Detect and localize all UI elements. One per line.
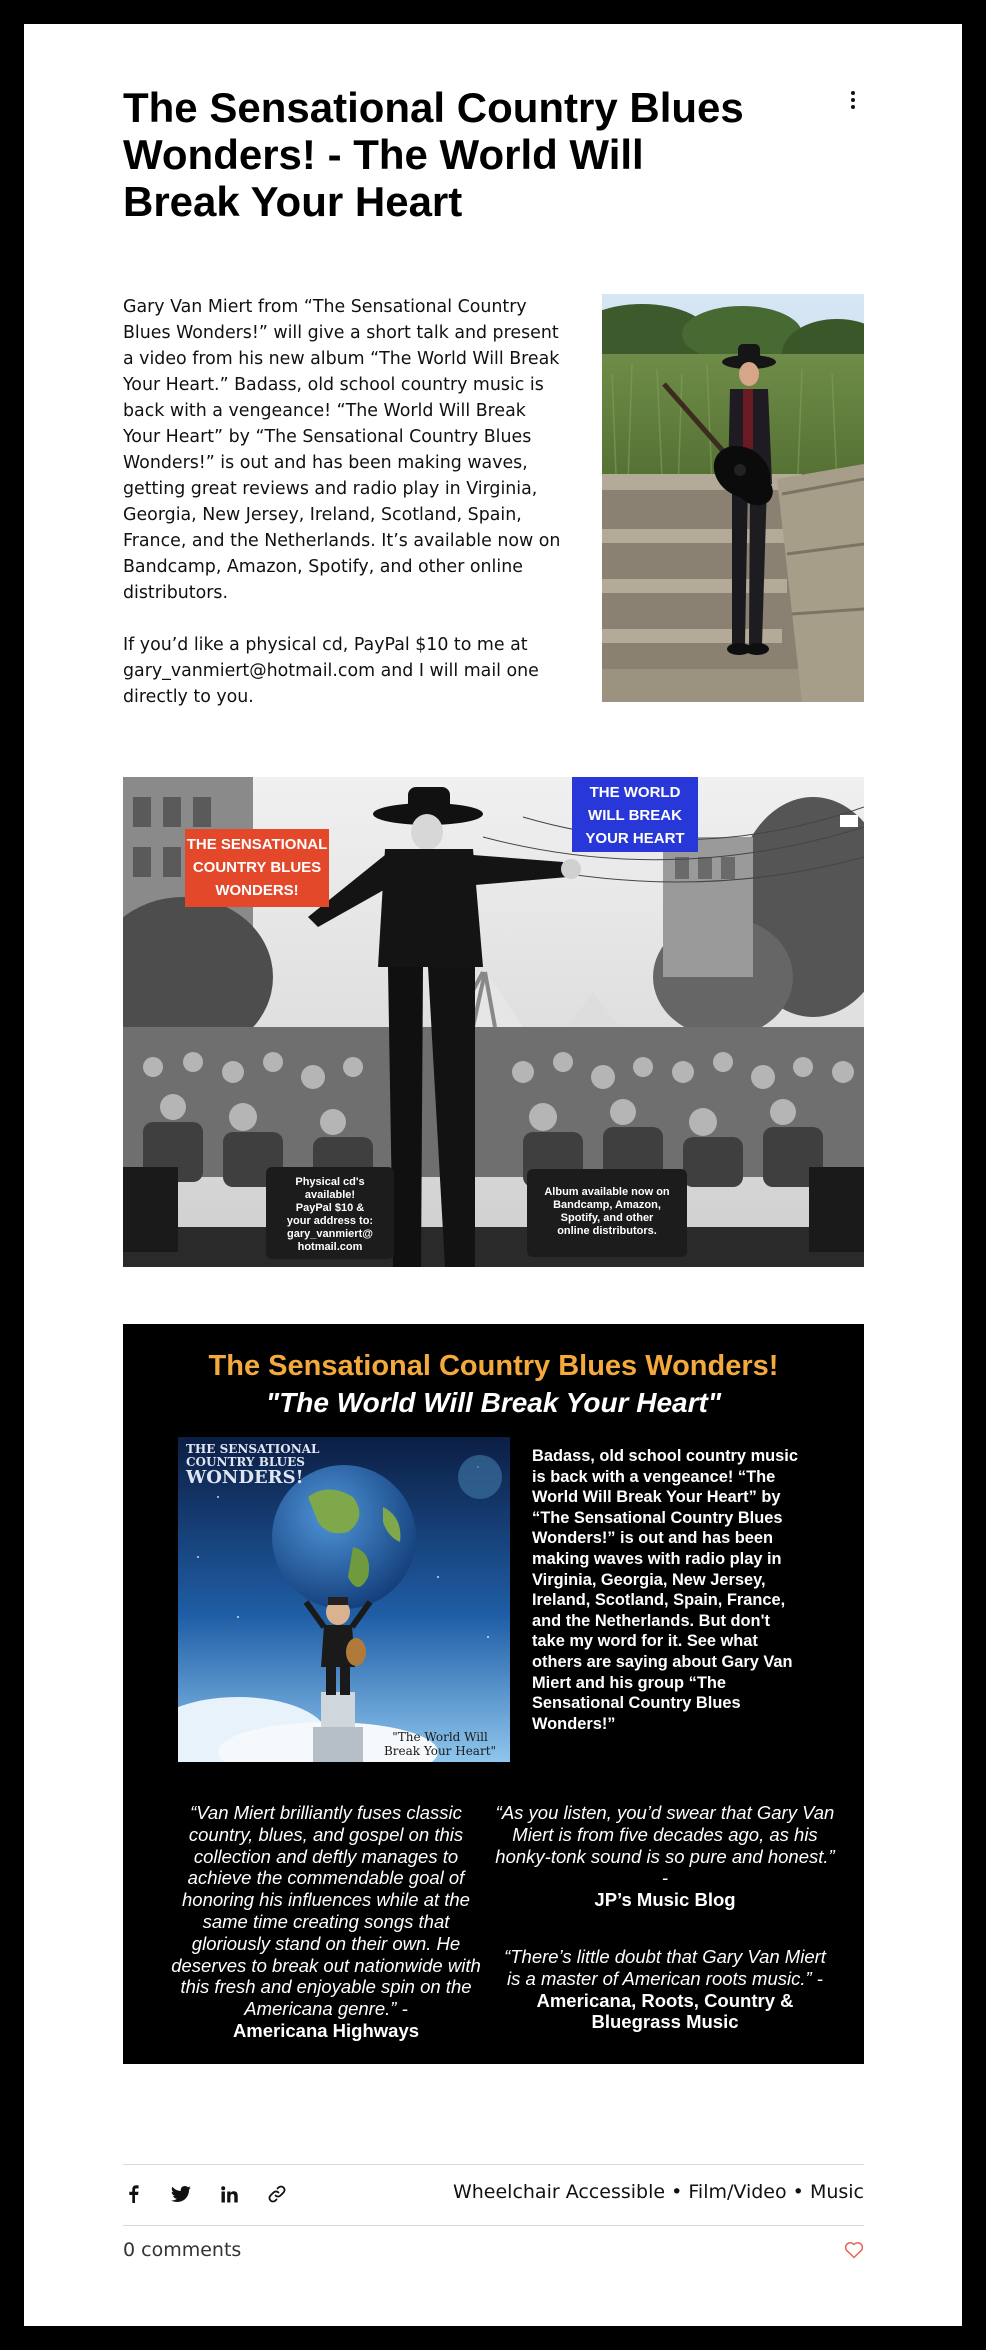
quote-americana-roots: “There’s little doubt that Gary Van Miert is a master of American roots music.” - Americana, Roots, Country & Bluegrass Music	[504, 1946, 826, 2033]
more-options-icon[interactable]	[843, 88, 863, 112]
page	[24, 24, 962, 2326]
box-left-line-5: gary_vanmiert@	[287, 1228, 373, 1240]
linkedin-icon[interactable]	[219, 2183, 239, 2205]
box-right-line-4: online distributors.	[557, 1225, 657, 1237]
artist-guitar-photo	[602, 294, 864, 702]
box-left-line-1: Physical cd's	[295, 1176, 365, 1188]
album-caption-line-1: "The World Will	[392, 1730, 488, 1744]
link-icon[interactable]	[267, 2183, 287, 2205]
box-left-line-3: PayPal $10 &	[295, 1202, 365, 1214]
album-promo	[123, 1324, 864, 2064]
promo-description: Badass, old school country music is back with a vengeance! “The World Will Break Your Heart” by “The Sensational Country Blues Wonders!” is out and has been making waves with radio play in Virginia, Georgia, New Jersey, Ireland, Scotland, Spain, France, and the Netherlands. But don't take my word for it. See what others are saying about Gary Van Miert and his group “The Sensational Country Blues Wonders!”	[532, 1447, 798, 1733]
sign-right-line-2: WILL BREAK	[588, 807, 682, 824]
quote-jps-music-blog: “As you listen, you’d swear that Gary Van Miert is from five decades ago, as his honky-tonk sound is so pure and honest.” - JP’s Music Blog	[495, 1802, 835, 1911]
tag-music[interactable]: Music	[809, 2181, 864, 2203]
comments-count[interactable]: 0 comments	[123, 2239, 242, 2261]
twitter-icon[interactable]	[171, 2183, 191, 2205]
box-right-line-1: Album available now on	[544, 1186, 670, 1198]
sign-left-line-2: COUNTRY BLUES	[192, 859, 322, 876]
tag-separator: •	[792, 2181, 804, 2203]
tag-film-video[interactable]: Film/Video	[688, 2181, 787, 2203]
share-icons	[123, 2183, 287, 2205]
box-left-line-4: your address to:	[286, 1215, 374, 1227]
box-left-line-6: hotmail.com	[297, 1241, 363, 1253]
album-cover	[178, 1437, 510, 1762]
box-right-line-3: Spotify, and other	[560, 1212, 654, 1224]
sign-left-line-3: WONDERS!	[215, 882, 299, 899]
post-intro	[123, 294, 563, 736]
promo-title: The Sensational Country Blues Wonders!	[208, 1350, 779, 1382]
box-right-line-2: Bandcamp, Amazon,	[553, 1199, 661, 1211]
quote-americana-highways: “Van Miert brilliantly fuses classic country, blues, and gospel on this collection and deftly manages to achieve the commendable goal of honoring his influences while at the same time creating songs that gloriously stand on their own. He deserves to break out nationwide with this fresh and enjoyable spin on the Americana genre.” - Americana Highways	[171, 1802, 481, 2041]
promo-subtitle: "The World Will Break Your Heart"	[265, 1387, 722, 1418]
facebook-icon[interactable]	[123, 2183, 143, 2205]
heart-icon[interactable]	[844, 2241, 864, 2259]
sign-right-line-1: THE WORLD	[589, 784, 681, 801]
post-title: The Sensational Country Blues Wonders! - The World Will Break Your Heart	[123, 84, 744, 225]
concert-photo	[123, 777, 864, 1267]
album-band-line-1: THE SENSATIONAL	[186, 1442, 320, 1456]
album-caption-line-2: Break Your Heart"	[383, 1744, 497, 1758]
sign-right-line-3: YOUR HEART	[585, 830, 685, 847]
sign-left-line-1: THE SENSATIONAL	[186, 836, 328, 853]
share-bar	[123, 2164, 864, 2226]
tag-separator: •	[671, 2181, 683, 2203]
album-band-line-2: COUNTRY BLUES	[186, 1455, 305, 1469]
intro-paragraph-cd: If you’d like a physical cd, PayPal $10 to me at gary_vanmiert@hotmail.com and I will mail one directly to you.	[123, 635, 539, 707]
album-band-line-3: WONDERS!	[186, 1467, 304, 1488]
post-tags	[453, 2181, 864, 2203]
tag-wheelchair-accessible[interactable]: Wheelchair Accessible	[452, 2181, 666, 2203]
intro-paragraph: Gary Van Miert from “The Sensational Country Blues Wonders!” will give a short talk and present a video from his new album “The World Will Break Your Heart.” Badass, old school country music is back with a vengeance! “The World Will Break Your Heart” by “The Sensational Country Blues Wonders!” is out and has been making waves, getting great reviews and radio play in Virginia, Georgia, New Jersey, Ireland, Scotland, Spain, France, and the Netherlands. It’s available now on Bandcamp, Amazon, Spotify, and other online distributors.	[123, 297, 561, 603]
box-left-line-2: available!	[304, 1189, 356, 1201]
